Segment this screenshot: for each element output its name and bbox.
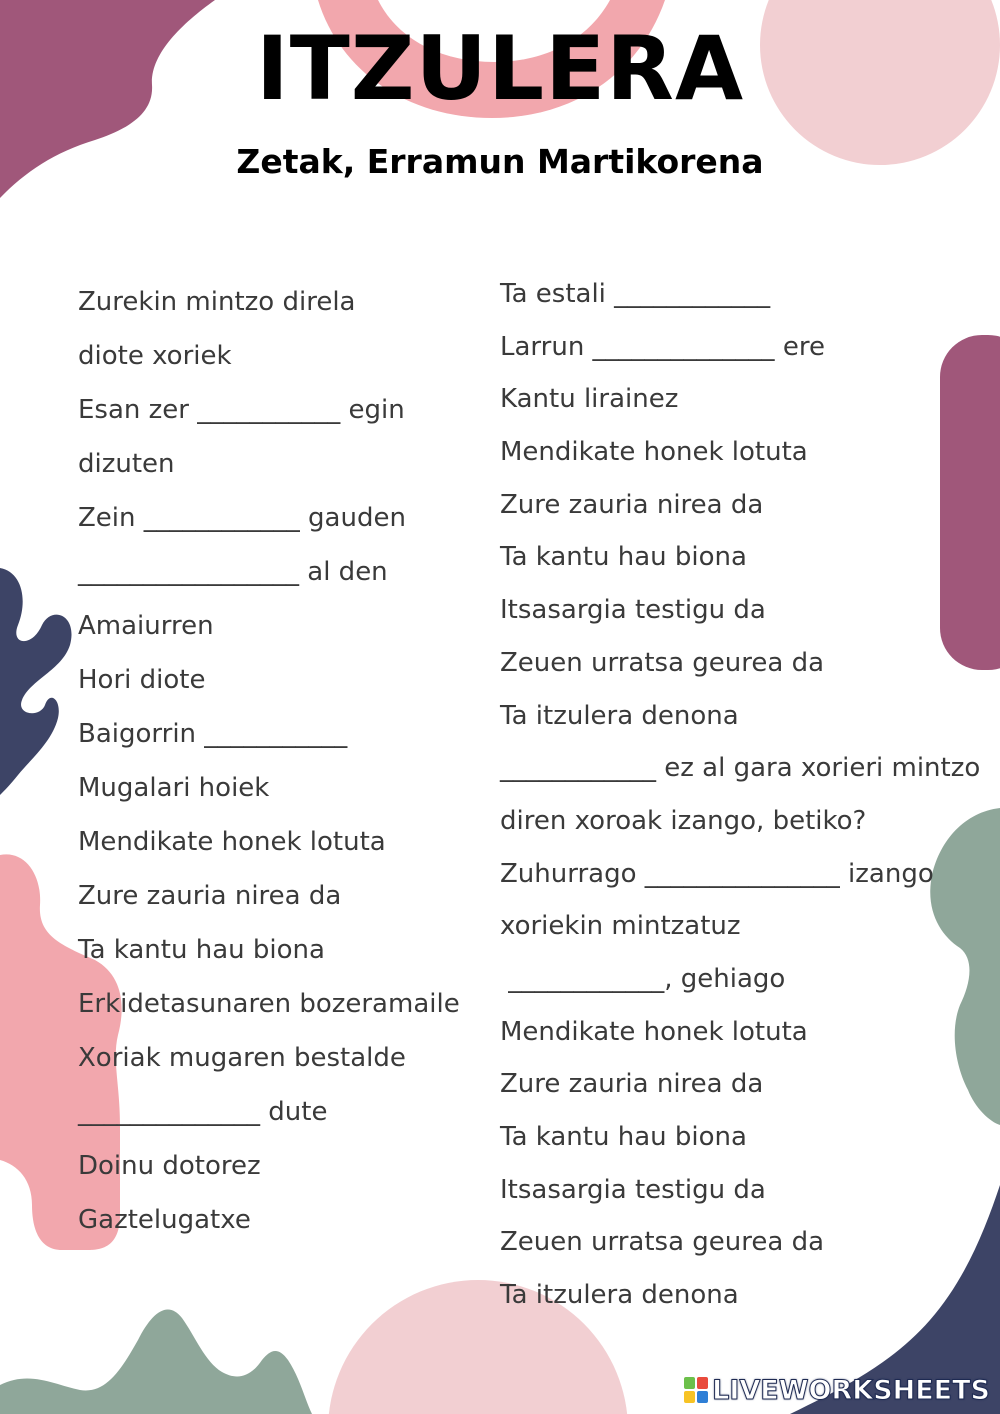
lyric-line: xoriekin mintzatuz <box>500 911 741 942</box>
lyric-line: Zure zauria nirea da <box>500 489 764 520</box>
page-subtitle: Zetak, Erramun Martikorena <box>236 142 764 181</box>
lyric-line: Zure zauria nirea da <box>500 1069 764 1100</box>
lyric-line: Mendikate honek lotuta <box>500 437 808 468</box>
lyric-line: Erkidetasunaren bozeramaile <box>78 989 460 1019</box>
lyric-line-with-blank[interactable]: ____________, gehiago <box>500 963 786 994</box>
lyric-line: diren xoroak izango, betiko? <box>500 805 867 836</box>
lyric-line: Hori diote <box>78 665 206 695</box>
lyrics-right-column <box>500 268 980 1322</box>
lyric-line: Zeuen urratsa geurea da <box>500 1227 825 1258</box>
lyric-line: Itsasargia testigu da <box>500 1174 766 1205</box>
lyric-line: Zure zauria nirea da <box>78 881 342 911</box>
lyric-line-with-blank[interactable]: ______________ dute <box>78 1097 328 1127</box>
page-title: ITZULERA <box>255 17 745 120</box>
liveworksheets-logo-icon <box>684 1377 708 1403</box>
lyric-line-with-blank[interactable]: Esan zer ___________ egin <box>78 395 405 425</box>
lyric-line: Doinu dotorez <box>78 1151 261 1181</box>
lyric-line: Itsasargia testigu da <box>500 595 766 626</box>
lyric-line: Ta kantu hau biona <box>500 542 747 573</box>
lyric-line: Ta itzulera denona <box>500 700 739 731</box>
lyric-line: Gaztelugatxe <box>78 1205 251 1235</box>
lyric-line-with-blank[interactable]: Zein ____________ gauden <box>78 503 406 533</box>
liveworksheets-logo[interactable] <box>684 1372 990 1408</box>
lyric-line: Zeuen urratsa geurea da <box>500 647 825 678</box>
lyric-line-with-blank[interactable]: _________________ al den <box>78 557 388 587</box>
liveworksheets-logo-text: LIVEWORKSHEETS <box>712 1374 990 1406</box>
lyric-line-with-blank[interactable]: ____________ ez al gara xorieri mintzo <box>500 753 981 784</box>
lyric-line: diote xoriek <box>78 341 232 371</box>
lyric-line: Ta itzulera denona <box>500 1280 739 1311</box>
lyric-line-with-blank[interactable]: Zuhurrago _______________ izango <box>500 858 934 889</box>
lyric-line: Mendikate honek lotuta <box>78 827 386 857</box>
lyric-line: Zurekin mintzo direla <box>78 287 356 317</box>
lyric-line: Mendikate honek lotuta <box>500 1016 808 1047</box>
lyric-line: Mugalari hoiek <box>78 773 270 803</box>
lyric-line-with-blank[interactable]: Larrun ______________ ere <box>500 331 825 362</box>
lyric-line-with-blank[interactable]: Baigorrin ___________ <box>78 719 348 749</box>
lyric-line: dizuten <box>78 449 175 479</box>
lyric-line: Ta kantu hau biona <box>500 1122 747 1152</box>
navy-coral-left <box>0 568 72 795</box>
lyric-line: Kantu lirainez <box>500 384 679 415</box>
lyric-line-with-blank[interactable]: Ta estali ____________ <box>500 279 771 309</box>
lyric-line: Amaiurren <box>78 611 214 641</box>
lyric-line: Xoriak mugaren bestalde <box>78 1043 406 1073</box>
lyric-line: Ta kantu hau biona <box>78 935 325 965</box>
sage-waves-bottom-left <box>0 1309 312 1414</box>
lyrics-left-column <box>78 275 460 1247</box>
